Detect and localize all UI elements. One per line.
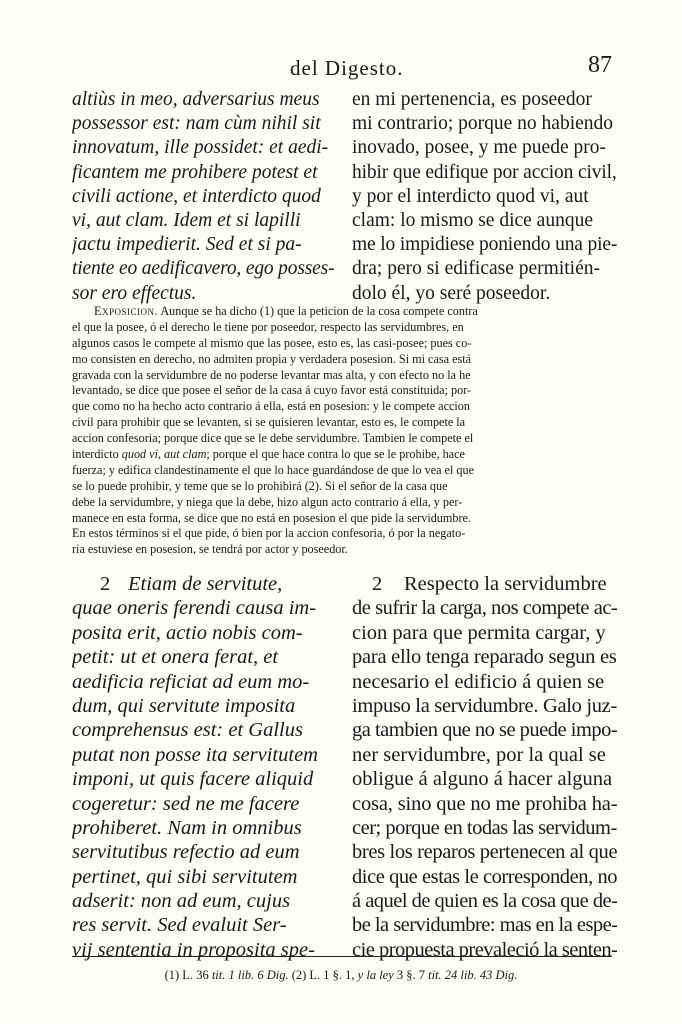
spanish-text-line: inovado, posee, y me puede pro-	[352, 137, 606, 159]
latin-text-line: posita erit, actio nobis com-	[72, 621, 303, 644]
latin-text-line: putat non posse ita servitutem	[72, 743, 318, 766]
latin-text-line: prohiberet. Nam in omnibus	[72, 816, 302, 839]
commentary-line: civil para prohibir que se levanten, si se quisieren levantar, esto es, le compete la	[72, 415, 466, 430]
commentary-interdict-line: interdicto quod vi, aut clam; porque el que hace contra lo que se le prohibe, hace	[72, 447, 465, 462]
latin-text-line: comprehensus est: et Gallus	[72, 719, 303, 742]
spanish-text-line: dra; pero si edificase permitién-	[352, 258, 600, 280]
commentary-line: mo consisten en derecho, no admiten propia y verdadera posesion. Si mi casa está	[72, 351, 472, 366]
commentary-line: se lo puede prohibir, y teme que se lo prohibirá (2). Si el señor de la casa que	[72, 478, 448, 493]
spanish-text-line: dice que estas le corresponden, no	[352, 865, 617, 888]
spanish-text-line: mi contrario; porque no habiendo	[352, 113, 614, 135]
spanish-text-line: ner servidumbre, por la qual se	[352, 743, 606, 766]
commentary-block	[72, 304, 612, 558]
latin-text-line: pertinet, qui sibi servitutem	[72, 865, 298, 888]
spanish-text-line: para ello tenga reparado segun es	[352, 646, 617, 669]
latin-text-line: vi, aut clam. Idem et si lapilli	[72, 209, 301, 231]
spanish-text-line: bres los reparos pertenecen al que	[352, 841, 617, 864]
commentary-line: manece en esta forma, se dice que no está en posesion el que pide la servidumbre.	[72, 510, 471, 525]
spanish-text-line: necesario el edificio á quien se	[352, 670, 605, 693]
latin-text-line: possessor est: nam cùm nihil sit	[72, 113, 321, 135]
commentary-lines	[72, 320, 612, 447]
latin-text-line: aedificia reficiat ad eum mo-	[72, 670, 310, 693]
latin-text-line: imponi, ut quis facere aliquid	[72, 768, 314, 791]
section1-latin-column	[72, 88, 334, 306]
section2-latin-first-line: 2 Etiam de servitute,	[72, 572, 334, 596]
latin-text-line: innovatum, ille possidet: et aedi-	[72, 137, 329, 159]
spanish-text-line: be la servidumbre: mas en la espe-	[352, 914, 617, 937]
latin-text-line: civili actione, et interdicto quod	[72, 185, 321, 207]
latin-text-line: dum, qui servitute imposita	[72, 694, 296, 717]
spanish-text-line: cer; porque en todas las servidum-	[352, 816, 617, 839]
section1-spanish-column	[352, 88, 617, 306]
page-number: 87	[588, 52, 612, 78]
spanish-text-line: me lo impidiese poniendo una pie-	[352, 234, 617, 256]
latin-text-line: ficantem me prohibere potest et	[72, 161, 318, 183]
spanish-text-line: de sufrir la carga, nos compete ac-	[352, 597, 617, 620]
latin-text-line: servitutibus refectio ad eum	[72, 841, 300, 864]
spanish-text-line: á aquel de quien es la cosa que de-	[352, 890, 617, 913]
commentary-line: el que la posee, ó el derecho le tiene por poseedor, respecto las servidumbres, en	[72, 319, 464, 334]
commentary-line: levantado, se dice que posee el señor de la casa á cuyo favor está constituida; por-	[72, 383, 472, 398]
latin-text-line: jactu impedierit. Sed et si pa-	[72, 234, 302, 256]
commentary-label: Exposicion.	[94, 304, 158, 318]
spanish-text-line: clam: lo mismo se dice aunque	[352, 209, 593, 231]
footnote: (1) L. 36 tit. 1 lib. 6 Dig. (2) L. 1 §. 1, y la ley 3 §. 7 tit. 24 lib. 43 Dig.	[164, 968, 518, 982]
latin-text-line: quae oneris ferendi causa im-	[72, 597, 317, 620]
latin-text-line: res servit. Sed evaluit Ser-	[72, 914, 287, 937]
latin-text-line: altiùs in meo, adversarius meus	[72, 89, 320, 110]
spanish-text-line: cosa, sino que no me prohiba ha-	[352, 792, 617, 815]
section2-spanish-first-line: 2 Respecto la servidumbre	[352, 572, 617, 596]
section2-spanish-column	[352, 572, 617, 962]
spanish-text-line: dolo él, yo seré poseedor.	[352, 282, 551, 304]
commentary-line: fuerza; y edifica clandestinamente el que lo hace guardándose de que lo vea el que	[72, 462, 474, 477]
commentary-first-line: Exposicion. Aunque se ha dicho (1) que la peticion de la cosa compete contra	[94, 304, 478, 318]
section-number: 2	[100, 573, 111, 595]
latin-text-line: vij sententia in proposita spe-	[72, 938, 315, 961]
spanish-text-line: ga tambien que no se puede impo-	[352, 719, 617, 742]
commentary-line: que como no ha hecho acto contrario á ella, está en posesion: y le compete accion	[72, 399, 470, 414]
spanish-text-line: impuso la servidumbre. Galo juz-	[352, 694, 617, 717]
commentary-line: gravada con la servidumbre de no poderse levantar mas alta, y con efecto no la he	[72, 367, 471, 382]
commentary-line: accion confesoria; porque dice que se le debe servidumbre. Tambien le compete el	[72, 431, 474, 446]
footnote-rule	[72, 956, 612, 957]
latin-text-line: sor ero effectus.	[72, 282, 197, 304]
commentary-line: ria estuviese en posesion, se tendrá por actor y poseedor.	[72, 542, 348, 557]
spanish-text-line: y por el interdicto quod vi, aut	[352, 185, 589, 207]
spanish-text-line: cion para que permita cargar, y	[352, 621, 606, 644]
section-number-spanish: 2	[372, 573, 383, 595]
commentary-line: debe la servidumbre, y niega que la debe, hizo algun acto contrario á ella, y per-	[72, 494, 463, 509]
spanish-text-line: en mi pertenencia, es poseedor	[352, 89, 592, 110]
latin-text-line: petit: ut et onera ferat, et	[72, 646, 279, 669]
latin-text-line: adserit: non ad eum, cujus	[72, 890, 291, 913]
spanish-text-line: obligue á alguno á hacer alguna	[352, 768, 613, 791]
commentary-line: algunos casos le compete al mismo que las posee, esto es, las casi-posee; pues co-	[72, 335, 472, 350]
latin-text-line: tiente eo aedificavero, ego posses-	[72, 258, 334, 280]
spanish-text-line: cie propuesta prevaleció la senten-	[352, 938, 617, 961]
section2-latin-column	[72, 572, 334, 962]
running-header: del Digesto.	[290, 56, 404, 80]
commentary-lines-after	[72, 463, 612, 558]
spanish-text-line: hibir que edifique por accion civil,	[352, 161, 617, 183]
latin-text-line: cogeretur: sed ne me facere	[72, 792, 300, 815]
commentary-line: En estos términos si el que pide, ó bien por la accion confesoria, ó por la negato-	[72, 526, 466, 541]
